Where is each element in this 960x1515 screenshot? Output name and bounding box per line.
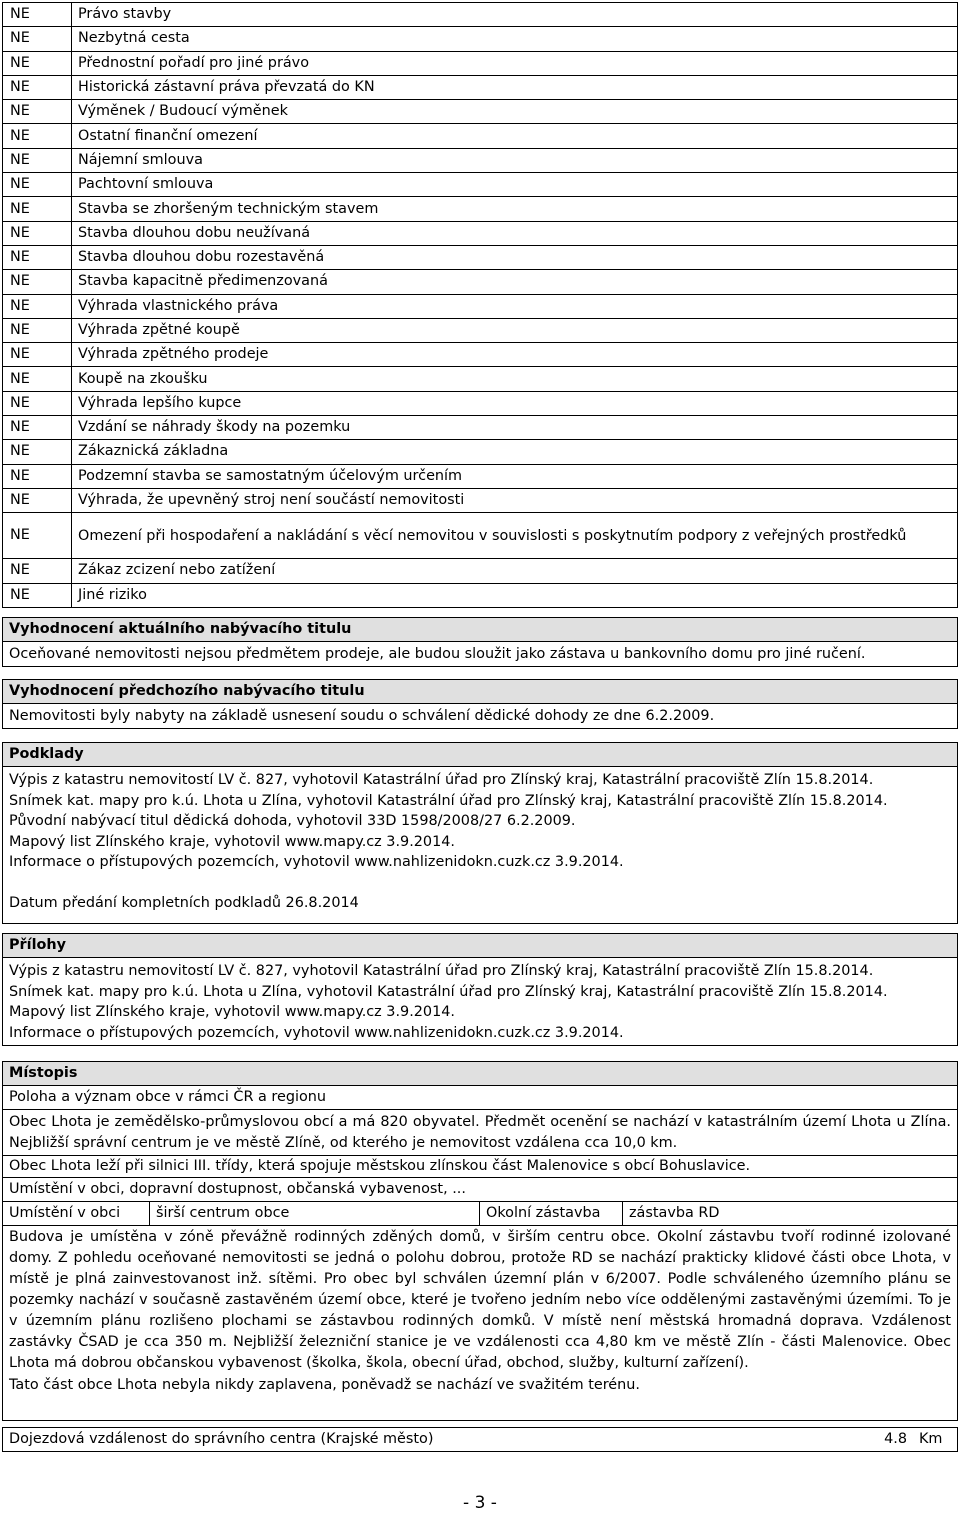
risk-flag: NE — [3, 318, 72, 342]
risk-row — [3, 51, 958, 75]
risk-label: Nájemní smlouva — [72, 148, 958, 172]
page-number: - 3 - — [463, 1493, 497, 1513]
risk-row — [3, 583, 958, 607]
location-flood-text: Tato část obce Lhota nebyla nikdy zaplavena, poněvadž se nachází ve svažitém terénu. — [9, 1377, 640, 1393]
risk-flag: NE — [3, 464, 72, 488]
risk-row — [3, 27, 958, 51]
risk-flag: NE — [3, 343, 72, 367]
risk-label: Stavba dlouhou dobu rozestavěná — [72, 245, 958, 269]
risk-label: Výhrada lepšího kupce — [72, 391, 958, 415]
risk-label: Stavba dlouhou dobu neužívaná — [72, 221, 958, 245]
location-placement-label: Umístění v obci, dopravní dostupnost, občanská vybavenost, ... — [3, 1177, 957, 1201]
distance-row — [2, 1427, 958, 1452]
risk-label: Výhrada zpětného prodeje — [72, 343, 958, 367]
risk-flag: NE — [3, 100, 72, 124]
risk-flag: NE — [3, 367, 72, 391]
risk-flag: NE — [3, 488, 72, 512]
current-title-heading: Vyhodnocení aktuálního nabývacího titulu — [3, 618, 957, 642]
risk-label: Přednostní pořadí pro jiné právo — [72, 51, 958, 75]
risk-label: Omezení při hospodaření a nakládání s věcí nemovitou v souvislosti s poskytnutím podpory z veřejných prostředků — [72, 513, 958, 559]
location-position-text: Obec Lhota je zemědělsko-průmyslovou obcí a má 820 obyvatel. Předmět ocenění se nachází v katastrálním území Lhota u Zlína. Nejbližší správní centrum je ve městě Zlíně, od kterého je nemovitost vzdálena cca 10,0 km. — [3, 1109, 957, 1155]
risk-row — [3, 464, 958, 488]
risk-flag: NE — [3, 51, 72, 75]
location-road-text: Obec Lhota leží při silnici III. třídy, která spojuje městskou zlínskou část Malenovice s obcí Bohuslavice. — [3, 1155, 957, 1177]
risk-label: Ostatní finanční omezení — [72, 124, 958, 148]
risk-row — [3, 75, 958, 99]
risk-label: Zákaz zcizení nebo zatížení — [72, 559, 958, 583]
documents-line: Původní nabývací titul dědická dohoda, vyhotovil 33D 1598/2008/27 6.2.2009. — [9, 813, 576, 829]
risk-row — [3, 391, 958, 415]
risk-label: Výhrada, že upevněný stroj není součástí nemovitosti — [72, 488, 958, 512]
risk-label: Výměnek / Budoucí výměnek — [72, 100, 958, 124]
risk-flag: NE — [3, 270, 72, 294]
previous-title-section — [2, 679, 958, 729]
risk-row — [3, 148, 958, 172]
placement-key: Umístění v obci — [3, 1202, 150, 1225]
risk-label: Výhrada zpětné koupě — [72, 318, 958, 342]
location-section — [2, 1061, 958, 1421]
risk-row — [3, 513, 958, 559]
risk-flag: NE — [3, 440, 72, 464]
risk-flag: NE — [3, 294, 72, 318]
location-heading: Místopis — [3, 1062, 957, 1086]
risk-row — [3, 367, 958, 391]
distance-value: 4.8 — [884, 1431, 907, 1447]
risk-label: Zákaznická základna — [72, 440, 958, 464]
risk-label: Stavba se zhoršeným technickým stavem — [72, 197, 958, 221]
attachments-heading: Přílohy — [3, 934, 957, 958]
risk-row — [3, 318, 958, 342]
risk-flag: NE — [3, 3, 72, 27]
attachments-line: Snímek kat. mapy pro k.ú. Lhota u Zlína, vyhotovil Katastrální úřad pro Zlínský kraj, Katastrální pracoviště Zlín 15.8.2014. — [9, 983, 888, 1000]
documents-line: Výpis z katastru nemovitostí LV č. 827, vyhotovil Katastrální úřad pro Zlínský kraj, Katastrální pracoviště Zlín 15.8.2014. — [9, 772, 874, 788]
risk-row — [3, 197, 958, 221]
risk-table — [2, 2, 958, 608]
risk-label: Vzdání se náhrady škody na pozemku — [72, 416, 958, 440]
risk-row — [3, 173, 958, 197]
attachments-line: Mapový list Zlínského kraje, vyhotovil www.mapy.cz 3.9.2014. — [9, 1004, 455, 1020]
attachments-line: Výpis z katastru nemovitostí LV č. 827, vyhotovil Katastrální úřad pro Zlínský kraj, Katastrální pracoviště Zlín 15.8.2014. — [9, 963, 874, 979]
risk-label: Nezbytná cesta — [72, 27, 958, 51]
previous-title-heading: Vyhodnocení předchozího nabývacího titulu — [3, 680, 957, 704]
distance-unit: Km — [919, 1431, 943, 1447]
risk-label: Pachtovní smlouva — [72, 173, 958, 197]
risk-row — [3, 270, 958, 294]
risk-flag: NE — [3, 173, 72, 197]
risk-flag: NE — [3, 148, 72, 172]
risk-flag: NE — [3, 391, 72, 415]
previous-title-text: Nemovitosti byly nabyty na základě usnesení soudu o schválení dědické dohody ze dne 6.2.2009. — [9, 708, 715, 724]
distance-label: Dojezdová vzdálenost do správního centra (Krajské město) — [9, 1431, 434, 1447]
risk-label: Historická zástavní práva převzatá do KN — [72, 75, 958, 99]
documents-line: Snímek kat. mapy pro k.ú. Lhota u Zlína, vyhotovil Katastrální úřad pro Zlínský kraj, Katastrální pracoviště Zlín 15.8.2014. — [9, 792, 888, 809]
risk-flag: NE — [3, 197, 72, 221]
documents-heading: Podklady — [3, 743, 957, 767]
risk-flag: NE — [3, 221, 72, 245]
risk-row — [3, 3, 958, 27]
risk-flag: NE — [3, 583, 72, 607]
risk-row — [3, 124, 958, 148]
documents-line: Mapový list Zlínského kraje, vyhotovil www.mapy.cz 3.9.2014. — [9, 833, 455, 850]
risk-flag: NE — [3, 559, 72, 583]
risk-flag: NE — [3, 245, 72, 269]
risk-flag: NE — [3, 124, 72, 148]
current-title-text: Oceňované nemovitosti nejsou předmětem prodeje, ale budou sloužit jako zástava u bankovního domu pro jiné ručení. — [9, 646, 866, 662]
risk-label: Stavba kapacitně předimenzovaná — [72, 270, 958, 294]
surroundings-key: Okolní zástavba — [480, 1202, 623, 1225]
risk-row — [3, 294, 958, 318]
risk-row — [3, 440, 958, 464]
risk-row — [3, 245, 958, 269]
documents-section — [2, 742, 958, 924]
risk-label: Koupě na zkoušku — [72, 367, 958, 391]
attachments-section — [2, 933, 958, 1046]
location-position-label: Poloha a význam obce v rámci ČR a regionu — [9, 1089, 327, 1105]
risk-row — [3, 488, 958, 512]
risk-row — [3, 221, 958, 245]
risk-flag: NE — [3, 513, 72, 559]
risk-label: Výhrada vlastnického práva — [72, 294, 958, 318]
risk-label: Právo stavby — [72, 3, 958, 27]
risk-flag: NE — [3, 27, 72, 51]
risk-label: Podzemní stavba se samostatným účelovým určením — [72, 464, 958, 488]
risk-row — [3, 343, 958, 367]
current-title-section — [2, 617, 958, 667]
location-description: Budova je umístěna v zóně převážně rodinných zděných domů, v širším centru obce. Okolní zástavbu tvoří rodinné izolované domy. Z pohledu oceňované nemovitosti se jedná o polohu dobrou, protože RD se nachází prakticky klidové části obce Lhota, v místě je plná zainvestovanost inž. sítěmi. Pro obec byl schválen územní plán v 6/2007. Podle schváleného územního plánu se pozemky nachází v současně zastavěném území obce, které je tvořeno jedním nebo více oddělenými zastavěnými územími. To je v územním plánu rozlišeno plochami se zástavbou rodinných domků. V místě není městská hromadná doprava. Vzdálenost zastávky ČSAD je cca 350 m. Nejbližší železniční stanice je ve vzdálenosti cca 4,80 km ve městě Zlín - části Malenovice. Obec Lhota má dobrou občanskou vybavenost (školka, škola, obecní úřad, obchod, služby, kulturní zařízení). — [3, 1225, 957, 1375]
risk-label: Jiné riziko — [72, 583, 958, 607]
documents-handover-date: Datum předání kompletních podkladů 26.8.2014 — [9, 894, 359, 911]
risk-row — [3, 559, 958, 583]
risk-row — [3, 100, 958, 124]
documents-line: Informace o přístupových pozemcích, vyhotovil www.nahlizenidokn.cuzk.cz 3.9.2014. — [9, 854, 624, 870]
placement-value: širší centrum obce — [150, 1202, 480, 1225]
location-placement-row — [3, 1201, 957, 1225]
risk-flag: NE — [3, 416, 72, 440]
surroundings-value: zástavba RD — [629, 1205, 720, 1221]
attachments-line: Informace o přístupových pozemcích, vyhotovil www.nahlizenidokn.cuzk.cz 3.9.2014. — [9, 1024, 624, 1041]
risk-row — [3, 416, 958, 440]
risk-flag: NE — [3, 75, 72, 99]
